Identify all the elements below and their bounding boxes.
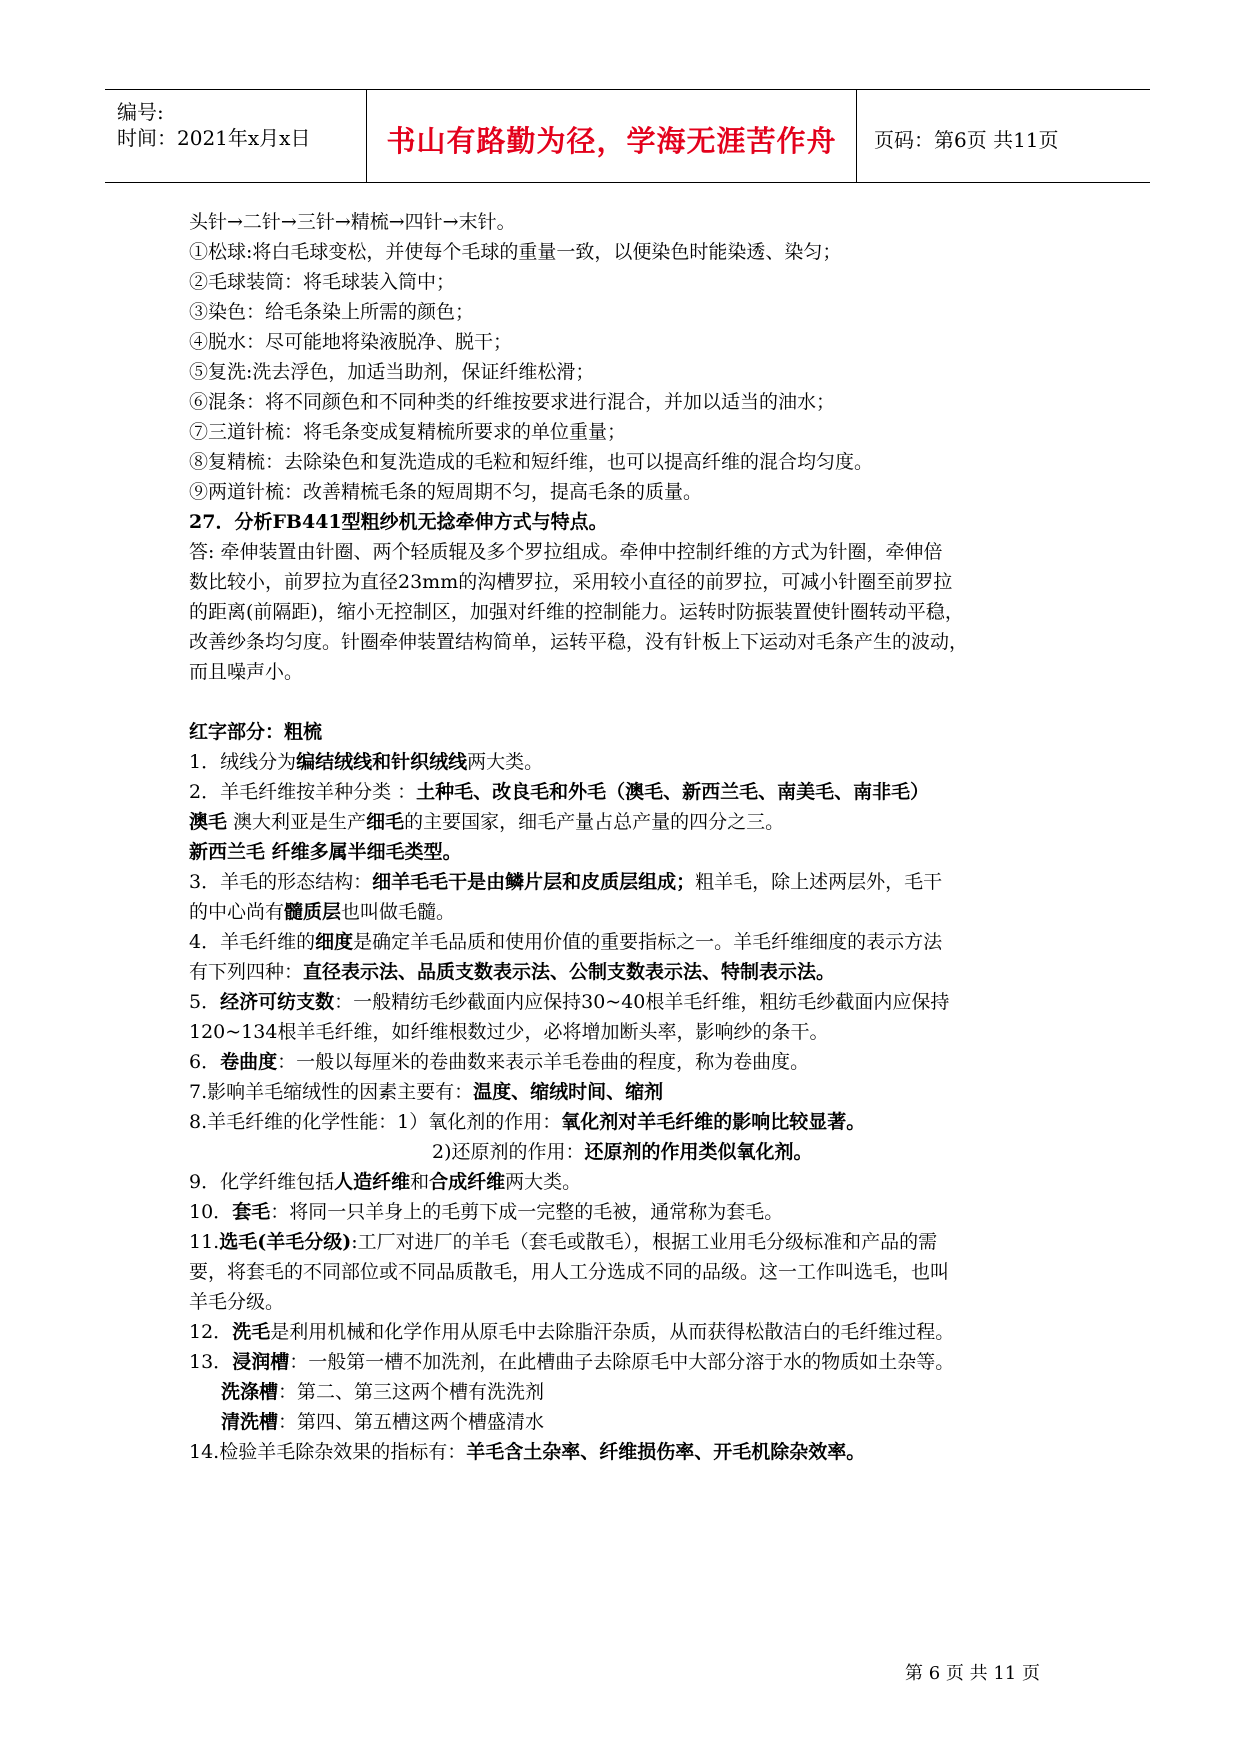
text: 澳大利亚是生产 (227, 811, 367, 833)
text: 的中心尚有 (189, 901, 285, 923)
list-item: 要，将套毛的不同部位或不同品质散毛，用人工分选成不同的品级。这一工作叫选毛，也叫 (189, 1261, 950, 1283)
text: 10． (189, 1201, 233, 1223)
text: 2．羊毛纤维按羊种分类 ： (189, 781, 417, 803)
text: ：将同一只羊身上的毛剪下成一完整的毛被，通常称为套毛。 (270, 1201, 784, 1223)
key-term: 土种毛、改良毛和外毛（澳毛、新西兰毛、南美毛、南非毛） (416, 781, 930, 803)
text: 5． (189, 991, 221, 1013)
text-line: ①松球:将白毛球变松，并使每个毛球的重量一致，以便染色时能染透、染匀； (189, 241, 842, 263)
text-line: ⑧复精梳：去除染色和复洗造成的毛粒和短纤维，也可以提高纤维的混合均匀度。 (189, 451, 874, 473)
key-term: 澳毛 (189, 811, 228, 833)
text: 14.检验羊毛除杂效果的指标有： (189, 1441, 467, 1463)
text: 4．羊毛纤维的 (189, 931, 316, 953)
text: 13． (189, 1351, 233, 1373)
key-term: 直径表示法、品质支数表示法、公制支数表示法、特制表示法。 (303, 961, 836, 983)
text: 9．化学纤维包括 (189, 1171, 335, 1193)
time-label: 时间：2021年x月x日 (117, 126, 311, 150)
list-item: 120~134根羊毛纤维，如纤维根数过少，必将增加断头率，影响纱的条干。 (189, 1021, 829, 1043)
key-term: 髓质层 (284, 901, 342, 923)
page-header (105, 89, 1150, 183)
list-item (189, 1110, 865, 1134)
list-item (189, 1350, 954, 1374)
list-item (189, 1050, 809, 1074)
header-info-cell (105, 90, 367, 182)
key-term: 合成纤维 (429, 1171, 506, 1193)
text-line: ⑨两道针梳：改善精梳毛条的短周期不匀，提高毛条的质量。 (189, 481, 703, 503)
text: 是利用机械和化学作用从原毛中去除脂汗杂质，从而获得松散洁白的毛纤维过程。 (270, 1321, 955, 1343)
text-line: ⑤复洗:洗去浮色，加适当助剂，保证纤维松滑； (189, 361, 595, 383)
text: ：第四、第五槽这两个槽盛清水 (278, 1411, 545, 1433)
text: 8.羊毛纤维的化学性能：1）氧化剂的作用： (189, 1111, 562, 1133)
list-item (221, 1410, 544, 1434)
text-line: 头针→二针→三针→精梳→四针→末针。 (189, 211, 516, 233)
text-line: ②毛球装筒：将毛球装入筒中； (189, 271, 456, 293)
page-label: 页码：第6页 共11页 (874, 128, 1059, 152)
text: 7.影响羊毛缩绒性的因素主要有： (189, 1081, 474, 1103)
text: 和 (410, 1171, 430, 1193)
list-item (189, 1440, 865, 1464)
list-item (189, 810, 784, 834)
list-item (221, 1380, 544, 1404)
key-term: 人造纤维 (334, 1171, 411, 1193)
key-term: 套毛 (232, 1201, 271, 1223)
list-item: 羊毛分级。 (189, 1291, 285, 1313)
list-item (189, 1230, 937, 1254)
list-item (189, 900, 455, 924)
serial-label: 编号: (117, 100, 164, 124)
answer-line: 改善纱条均匀度。针圈牵伸装置结构简单，运转平稳，没有针板上下运动对毛条产生的波动， (189, 631, 969, 653)
header-motto-cell (367, 90, 857, 182)
text: 也叫做毛髓。 (341, 901, 456, 923)
text-line: ③染色：给毛条染上所需的颜色； (189, 301, 475, 323)
text-line: ④脱水：尽可能地将染液脱净、脱干； (189, 331, 513, 353)
list-item (432, 1140, 813, 1164)
key-term: 细羊毛毛干是由鳞片层和皮质层组成； (372, 871, 696, 893)
list-item (189, 1170, 581, 1194)
answer-line: 答: 牵伸装置由针圈、两个轻质辊及多个罗拉组成。牵伸中控制纤维的方式为针圈，牵伸倍 (189, 541, 943, 563)
key-term: 羊毛含土杂率、纤维损伤率、开毛机除杂效率。 (466, 1441, 866, 1463)
key-term: 细度 (315, 931, 354, 953)
list-item (189, 1200, 783, 1224)
text-line: ⑦三道针梳：将毛条变成复精梳所要求的单位重量； (189, 421, 627, 443)
header-page-cell (857, 90, 1150, 182)
list-item (189, 1320, 954, 1344)
key-term: 氧化剂对羊毛纤维的影响比较显著。 (561, 1111, 866, 1133)
page-footer: 第 6 页 共 11 页 (905, 1663, 1040, 1684)
key-term: 选毛(羊毛分级) (219, 1231, 352, 1253)
key-term: 卷曲度 (220, 1051, 278, 1073)
list-item (189, 990, 949, 1014)
list-item: 新西兰毛 纤维多属半细毛类型。 (189, 841, 462, 863)
text: ：一般第一槽不加洗剂，在此槽曲子去除原毛中大部分溶于水的物质如土杂等。 (289, 1351, 955, 1373)
text: 有下列四种： (189, 961, 304, 983)
text: 12． (189, 1321, 233, 1343)
list-item (189, 960, 835, 984)
answer-line: 数比较小，前罗拉为直径23mm的沟槽罗拉，采用较小直径的前罗拉，可减小针圈至前罗拉 (189, 571, 953, 593)
text: 两大类。 (467, 751, 544, 773)
text: 6． (189, 1051, 221, 1073)
list-item (189, 780, 929, 804)
answer-line: 而且噪声小。 (189, 661, 304, 683)
list-item (189, 930, 942, 954)
list-item (189, 750, 543, 774)
text: 3．羊毛的形态结构： (189, 871, 373, 893)
text: 2)还原剂的作用： (432, 1141, 585, 1163)
key-term: 浸润槽 (232, 1351, 290, 1373)
section-heading: 红字部分：粗梳 (189, 721, 323, 743)
text: ：第二、第三这两个槽有洗洗剂 (278, 1381, 545, 1403)
key-term: 细毛 (366, 811, 405, 833)
key-term: 编结绒线和针织绒线 (296, 751, 468, 773)
key-term: 还原剂的作用类似氧化剂。 (584, 1141, 813, 1163)
key-term: 温度、缩绒时间、缩剂 (473, 1081, 664, 1103)
text: ：一般精纺毛纱截面内应保持30~40根羊毛纤维，粗纺毛纱截面内应保持 (334, 991, 950, 1013)
key-term: 经济可纺支数 (220, 991, 335, 1013)
text: 的主要国家，细毛产量占总产量的四分之三。 (404, 811, 785, 833)
text: :工厂对进厂的羊毛（套毛或散毛），根据工业用毛分级标准和产品的需 (351, 1231, 938, 1253)
text: ：一般以每厘米的卷曲数来表示羊毛卷曲的程度，称为卷曲度。 (277, 1051, 810, 1073)
text: 1．绒线分为 (189, 751, 297, 773)
answer-line: 的距离(前隔距)，缩小无控制区，加强对纤维的控制能力。运转时防振装置使针圈转动平稳， (189, 601, 964, 623)
key-term: 清洗槽 (221, 1411, 279, 1433)
list-item (189, 870, 942, 894)
motto: 书山有路勤为径，学海无涯苦作舟 (386, 124, 837, 158)
text: 是确定羊毛品质和使用价值的重要指标之一。羊毛纤维细度的表示方法 (353, 931, 943, 953)
text: 11. (189, 1231, 220, 1253)
text: 粗羊毛，除上述两层外，毛干 (695, 871, 943, 893)
key-term: 洗毛 (232, 1321, 271, 1343)
text: 两大类。 (505, 1171, 582, 1193)
question-heading: 27．分析FB441型粗纱机无捻牵伸方式与特点。 (189, 511, 608, 533)
list-item (189, 1080, 663, 1104)
text-line: ⑥混条：将不同颜色和不同种类的纤维按要求进行混合，并加以适当的油水； (189, 391, 836, 413)
key-term: 洗涤槽 (221, 1381, 279, 1403)
